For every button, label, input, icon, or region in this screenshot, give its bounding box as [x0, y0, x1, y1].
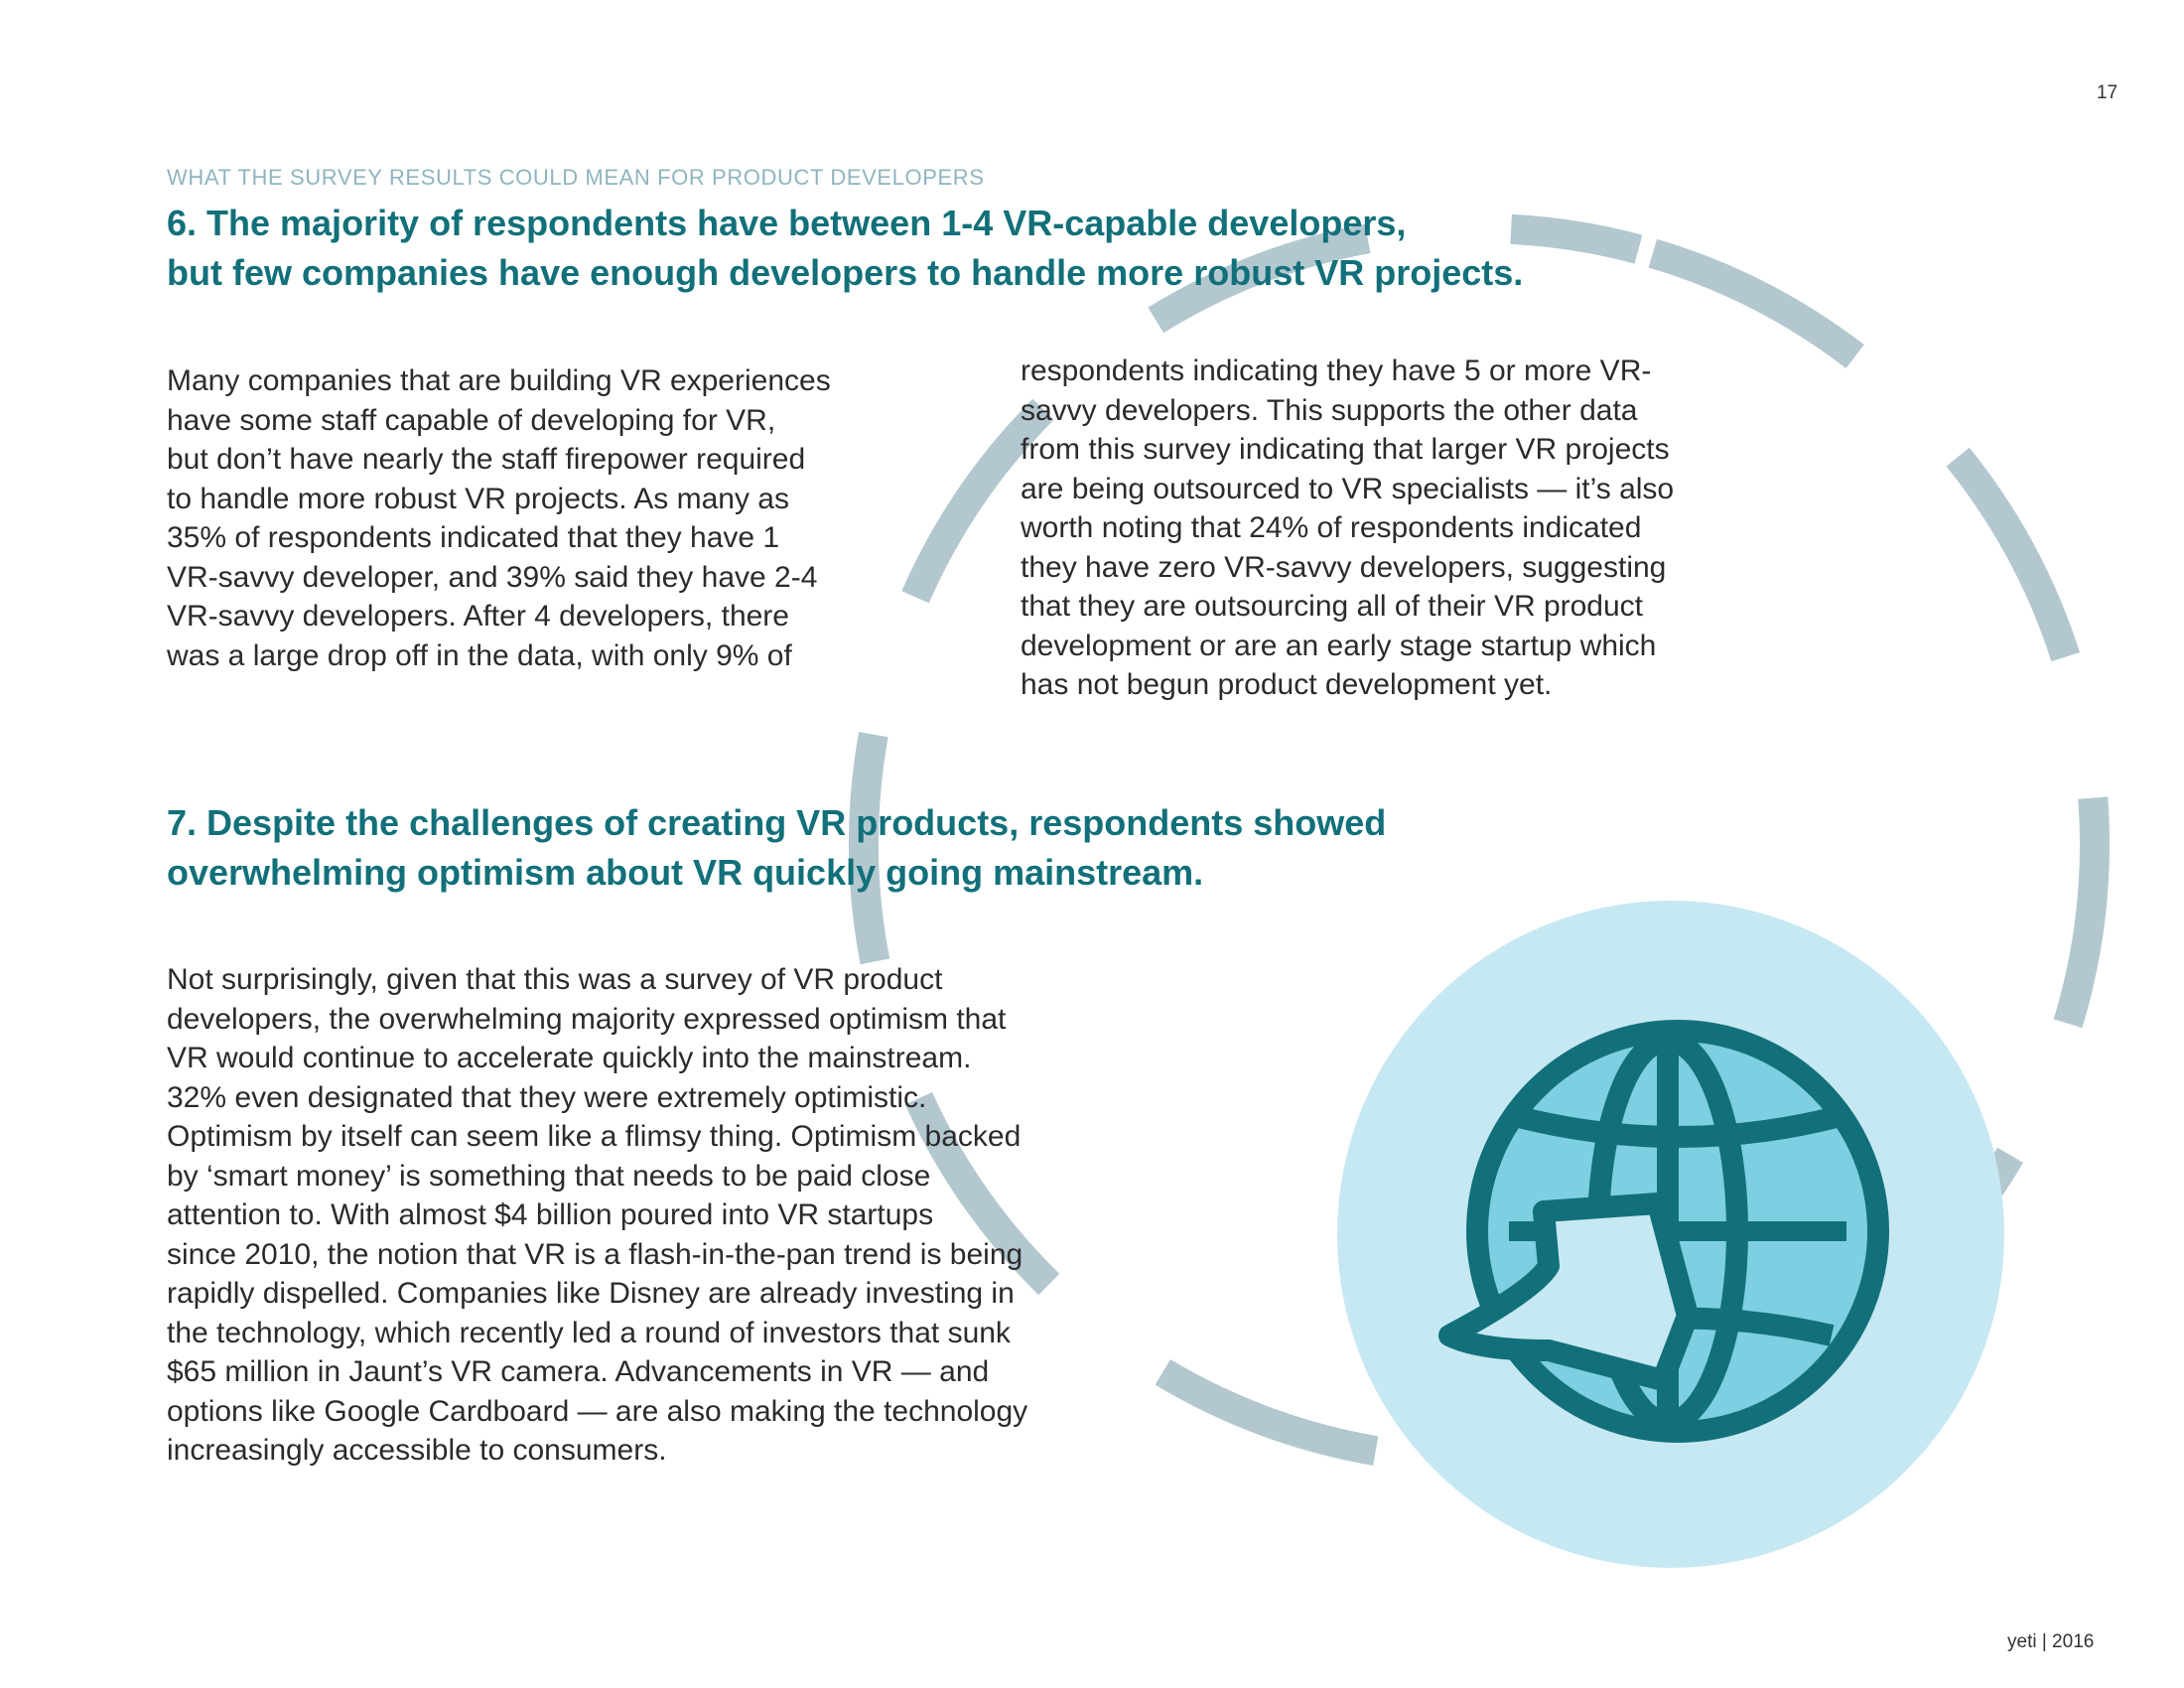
- text-line: savvy developers. This supports the other data: [1021, 393, 1638, 427]
- text-line: has not begun product development yet.: [1021, 668, 1553, 701]
- text-line: since 2010, the notion that VR is a flash-in-the-pan trend is being: [167, 1237, 1024, 1271]
- text-line: the technology, which recently led a round of investors that sunk: [167, 1316, 1011, 1349]
- text-line: VR-savvy developers. After 4 developers, there: [167, 600, 789, 633]
- text-line: to handle more robust VR projects. As many as: [167, 482, 789, 515]
- heading-line: 6. The majority of respondents have between 1-4 VR-capable developers,: [167, 203, 1407, 243]
- text-line: are being outsourced to VR specialists — it’s also: [1021, 472, 1675, 505]
- text-line: respondents indicating they have 5 or more VR-: [1021, 354, 1652, 387]
- text-line: $65 million in Jaunt’s VR camera. Advancements in VR — and: [167, 1355, 990, 1388]
- text-line: development or are an early stage startup which: [1021, 629, 1657, 662]
- text-line: that they are outsourcing all of their VR product: [1021, 590, 1644, 623]
- text-line: developers, the overwhelming majority expressed optimism that: [167, 1002, 1007, 1036]
- text-line: increasingly accessible to consumers.: [167, 1434, 667, 1467]
- text-line: they have zero VR-savvy developers, suggesting: [1021, 550, 1667, 584]
- heading-line: but few companies have enough developers to handle more robust VR projects.: [167, 252, 1524, 293]
- footer-brand: yeti | 2016: [2007, 1631, 2095, 1652]
- text-line: have some staff capable of developing for VR,: [167, 403, 776, 437]
- text-line: VR would continue to accelerate quickly into the mainstream.: [167, 1042, 972, 1074]
- text-line: Many companies that are building VR experiences: [167, 364, 831, 397]
- text-line: by ‘smart money’ is something that needs to be paid close: [167, 1159, 931, 1193]
- text-line: worth noting that 24% of respondents indicated: [1021, 511, 1642, 544]
- text-line: 35% of respondents indicated that they have 1: [167, 521, 780, 554]
- section-label: WHAT THE SURVEY RESULTS COULD MEAN FOR PRODUCT DEVELOPERS: [167, 165, 985, 190]
- heading-line: overwhelming optimism about VR quickly going mainstream.: [167, 852, 1204, 893]
- text-line: was a large drop off in the data, with only 9% of: [167, 638, 792, 672]
- text-line: from this survey indicating that larger VR projects: [1021, 433, 1670, 466]
- text-line: 32% even designated that they were extremely optimistic.: [167, 1080, 927, 1114]
- text-line: VR-savvy developer, and 39% said they have 2-4: [167, 560, 818, 594]
- text-line: attention to. With almost $4 billion poured into VR startups: [167, 1198, 934, 1231]
- text-line: but don’t have nearly the staff firepower required: [167, 443, 806, 476]
- text-line: Not surprisingly, given that this was a survey of VR product: [167, 963, 943, 996]
- text-line: options like Google Cardboard — are also making the technology: [167, 1394, 1028, 1428]
- page-number: 17: [2097, 82, 2118, 103]
- text-line: Optimism by itself can seem like a flimsy thing. Optimism backed: [167, 1120, 1022, 1153]
- text-line: rapidly dispelled. Companies like Disney are already investing in: [167, 1277, 1015, 1310]
- heading-line: 7. Despite the challenges of creating VR products, respondents showed: [167, 802, 1387, 843]
